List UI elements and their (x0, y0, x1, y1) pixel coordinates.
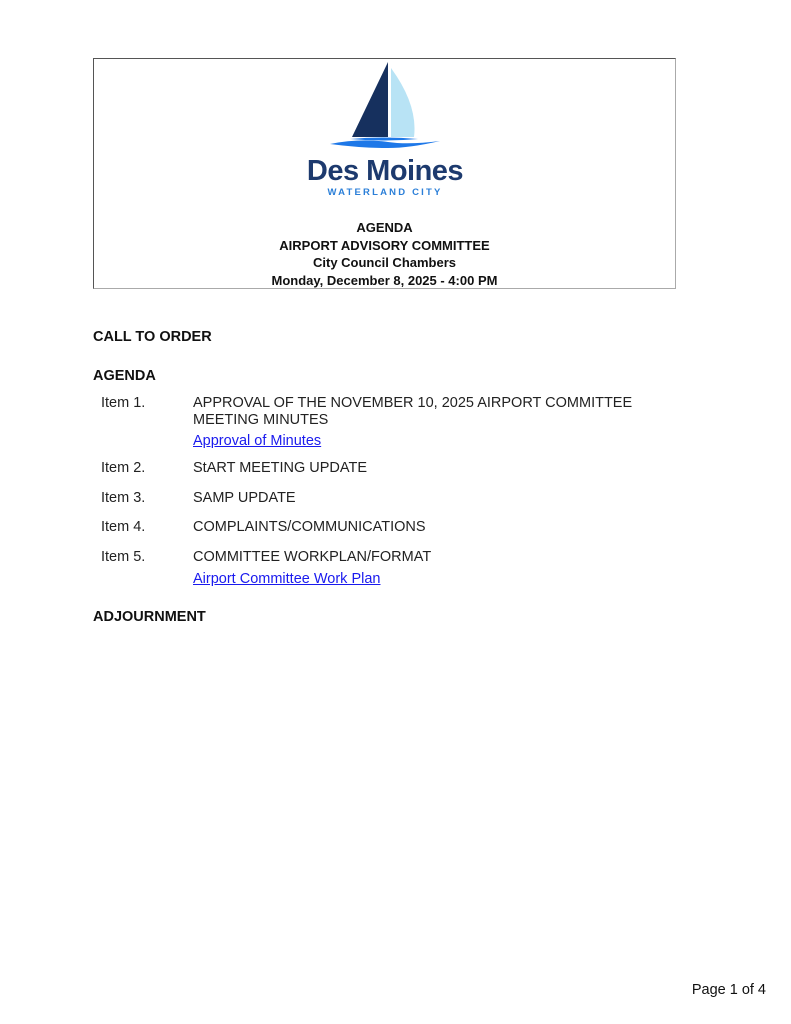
item-number: Item 5. (101, 549, 146, 565)
section-call-to-order: CALL TO ORDER (93, 329, 212, 345)
section-adjournment: ADJOURNMENT (93, 609, 206, 625)
item-title: COMPLAINTS/COMMUNICATIONS (193, 519, 426, 535)
agenda-header (93, 219, 676, 289)
item-title: SAMP UPDATE (193, 490, 296, 506)
logo-city-name: Des Moines (306, 155, 464, 187)
meeting-datetime: Monday, December 8, 2025 - 4:00 PM (271, 272, 498, 288)
item-title: APPROVAL OF THE NOVEMBER 10, 2025 AIRPORT COMMITTEE MEETING MINUTES (193, 395, 633, 428)
des-moines-logo (290, 60, 480, 205)
meeting-location: City Council Chambers (312, 255, 457, 270)
airport-committee-work-plan-link[interactable]: Airport Committee Work Plan (193, 571, 381, 587)
item-number: Item 3. (101, 490, 146, 506)
document-type: AGENDA (356, 220, 413, 235)
sailboat-icon (290, 60, 480, 155)
logo-tagline: WATERLAND CITY (327, 187, 443, 198)
item-title: COMMITTEE WORKPLAN/FORMAT (193, 549, 432, 565)
item-number: Item 4. (101, 519, 146, 535)
committee-name: AIRPORT ADVISORY COMMITTEE (279, 237, 490, 253)
approval-of-minutes-link[interactable]: Approval of Minutes (193, 433, 322, 449)
item-number: Item 2. (101, 460, 146, 476)
page-number: Page 1 of 4 (691, 982, 766, 998)
item-number: Item 1. (101, 395, 146, 411)
item-title: StART MEETING UPDATE (193, 460, 368, 476)
section-agenda: AGENDA (93, 368, 156, 384)
